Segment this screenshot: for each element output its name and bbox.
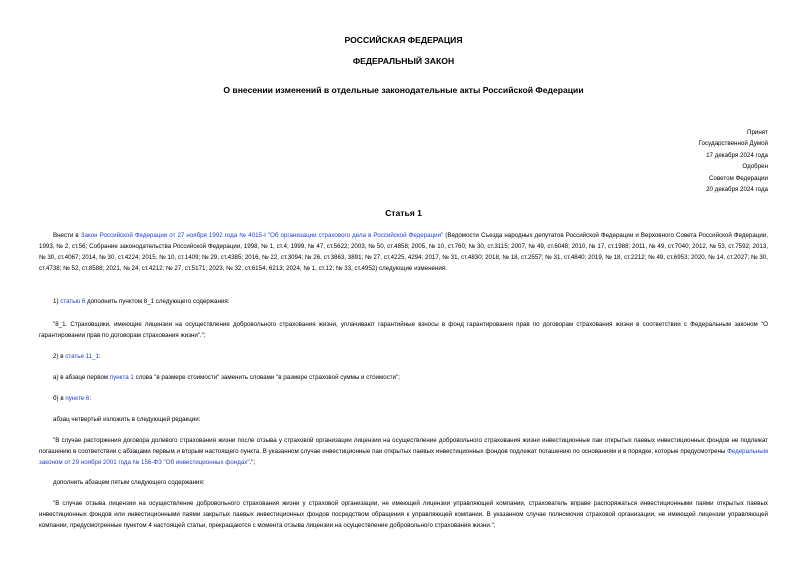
adoption-line-2: Государственной Думой xyxy=(698,140,768,148)
article-paragraph-5 xyxy=(39,373,768,384)
clause-6-link[interactable]: пункте 6 xyxy=(65,395,90,402)
article-paragraph-4 xyxy=(39,352,768,363)
article-paragraph-2 xyxy=(39,297,768,308)
paragraph-8-text-post: ."; xyxy=(249,458,256,466)
paragraph-5-text-post: слова "в размере стоимости" заменить словами "в размере страховой суммы и стоимости"; xyxy=(133,374,400,381)
paragraph-5-text-pre: а) в абзаце первом xyxy=(53,374,110,381)
article-paragraph-3: "8_1. Страховщики, имеющие лицензии на осуществление добровольного страхования жизни, уплачивают гарантийные взносы в фонд гарантирования прав по договорам страхования жизни в соответствии с Федеральным законом "О гарантировании прав по договорам страхования жизни"."; xyxy=(39,321,768,339)
paragraph-2-text-pre: 1) xyxy=(53,298,61,305)
law-link-organization-insurance[interactable]: Закон Российской Федерации от 27 ноября 1992 года № 4015-I "Об организации страхового дела в Российской Федерации" xyxy=(80,232,444,239)
adoption-block xyxy=(699,127,768,195)
paragraph-4-text-pre: 2) в xyxy=(53,353,66,360)
paragraph-4-text-post: : xyxy=(98,353,101,360)
paragraph-8-text-pre: "В случае расторжения договора долевого страхования жизни после отзыва у страховой организации лицензии на осуществление добровольного страхования жизни инвестиционные паи открытых паевых инвестиционных фондов не подлежат погашению в соответствии с абзацами первым и вторым настоящего пункта. В указанном случае инвестиционные паи открытых паевых инвестиционных фондов подлежат погашению по основаниям и в порядке, которые предусмотрены xyxy=(39,437,768,455)
adoption-line-6: 20 декабря 2024 года xyxy=(706,186,768,194)
adoption-line-1: Принят xyxy=(747,129,768,136)
adoption-line-5: Советом Федерации xyxy=(709,174,768,182)
paragraph-2-text-post: дополнить пунктом 8_1 следующего содержания: xyxy=(85,298,230,305)
document-federation-heading: РОССИЙСКАЯ ФЕДЕРАЦИЯ xyxy=(344,35,463,45)
article-paragraph-6 xyxy=(39,394,768,405)
paragraph-6-text-post: : xyxy=(89,395,92,402)
article-paragraph-8 xyxy=(39,436,768,469)
article-paragraph-10: "В случае отзыва лицензии на осуществление добровольного страхования жизни у страховой организации, не имеющей лицензии управляющей компании, страхователь вправе распоряжаться инвестиционными паями открытых паевых инвестиционных фондов или инвестиционными паями закрытых паевых инвестиционных фондов посредством обращения к управляющей компании. В указанном случае полномочия страховой организации, не имеющей лицензии управляющей компании, предусмотренные пунктом 4 настоящей статьи, прекращаются с момента отзыва лицензии на осуществление добровольного страхования жизни."; xyxy=(39,500,768,529)
investment-funds-law-link[interactable]: Федеральным законом от 29 ноября 2001 года № 156-ФЗ "Об инвестиционных фондах" xyxy=(39,447,768,466)
adoption-line-4: Одобрен xyxy=(742,163,768,171)
paragraph-1-text-post: (Ведомости Съезда народных депутатов Российской Федерации и Верховного Совета Российской Федерации, 1993, № 2, ст.56; Собрание законодательства Российской Федерации, 1998, № 1, ст.4; 1999, № 47, ст.5622; 2003, № 50, ст.4858; 2005, № 10, ст.760; № 30, ст.3115; 2007, № 49, ст.6048; 2010, № 17, ст.1988; 2011, № 49, ст.7040; 2012, № 53, ст.7592; 2013, № 30, ст.4067; 2014, № 30, ст.4224; 2015, № 10, ст.1409; № 29, ст.4385; 2016, № 22, ст.3094; № 26, ст.3863, 3891; № 27, ст.4225, 4294; 2017, № 31, ст.4830; 2018, № 18, ст.2557; № 31, ст.4840; 2019, № 18, ст.2212; № 49, ст.6953; 2020, № 14, ст.2027; № 30, ст.4738; № 52, ст.8588; 2021, № 24, ст.4212; № 27, ст.5171; 2023, № 32, ст.6154, 6213; 2024, № 1, ст.12; № 33, ст.4952) следующие изменения: xyxy=(39,232,768,272)
article-6-link[interactable]: статью 6 xyxy=(60,298,86,305)
document-title: О внесении изменений в отдельные законодательные акты Российской Федерации xyxy=(223,85,584,95)
adoption-line-3: 17 декабря 2024 года xyxy=(706,151,768,159)
paragraph-6-text-pre: б) в xyxy=(53,395,66,402)
article-paragraph-9: дополнить абзацем пятым следующего содержания: xyxy=(53,479,205,486)
article-11-1-link[interactable]: статье 11_1 xyxy=(65,353,99,360)
article-paragraph-1 xyxy=(39,231,768,275)
clause-1-link[interactable]: пункта 1 xyxy=(109,374,134,381)
document-law-type-heading: ФЕДЕРАЛЬНЫЙ ЗАКОН xyxy=(352,56,455,66)
paragraph-1-text-pre: Внести в xyxy=(53,232,81,239)
article-paragraph-7: абзац четвертый изложить в следующей редакции: xyxy=(53,416,201,423)
article-title: Статья 1 xyxy=(385,208,422,218)
